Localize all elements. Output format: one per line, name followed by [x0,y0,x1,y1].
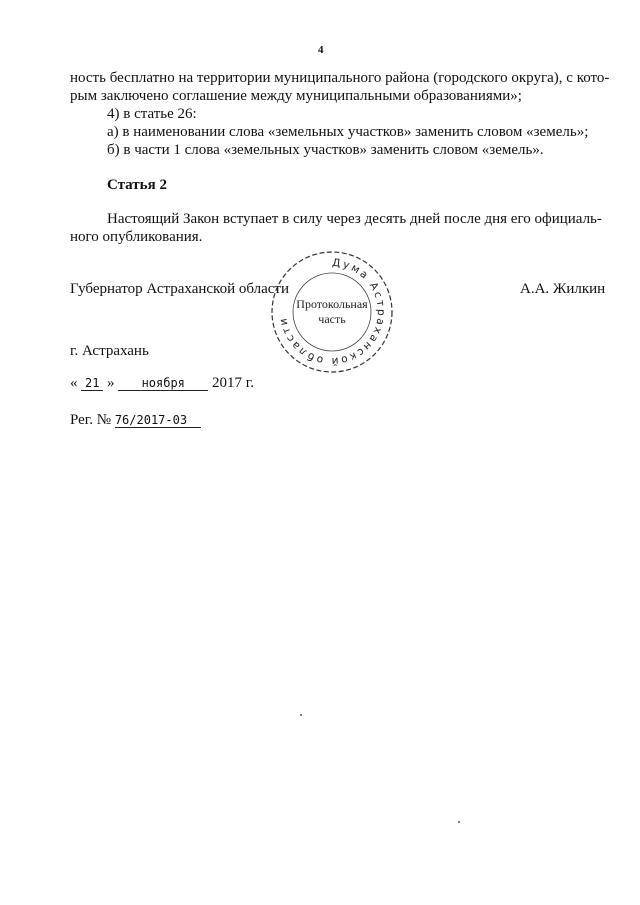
governor-name: А.А. Жилкин [520,281,606,297]
seal-ring-text: Дума Астраханской области [277,256,388,368]
scan-speck [458,821,460,823]
body-line-2: рым заключено соглашение между муниципальными образованиями»; [70,88,522,104]
article-heading: Статья 2 [107,177,167,193]
date-open-quote: « [70,375,78,391]
article-text-line-2: ного опубликования. [70,229,203,245]
place: г. Астрахань [70,343,149,359]
date-year: 2017 г. [212,375,254,391]
official-seal [268,248,396,376]
date-month: ноября [118,376,208,391]
registration [70,412,201,429]
date-close-quote: » [107,375,115,391]
list-item-b: б) в части 1 слова «земельных участков» заменить словом «земель». [107,142,544,158]
list-item-a: а) в наименовании слова «земельных участков» заменить словом «земель»; [107,124,589,140]
seal-center-line-2: часть [318,312,346,326]
governor-position: Губернатор Астраханской области [70,281,290,297]
article-text-line-1: Настоящий Закон вступает в силу через десять дней после дня его официаль- [107,211,602,227]
body-line-1: ность бесплатно на территории муниципального района (городского округа), с кото- [70,70,610,86]
seal-center-line-1: Протокольная [296,297,368,311]
page-number: 4 [318,44,324,56]
scan-speck [300,714,302,716]
registration-label: Рег. № [70,412,112,428]
registration-number: 76/2017-03 [115,413,201,428]
list-item-4: 4) в статье 26: [107,106,197,122]
date-day: 21 [81,376,103,391]
date-line [70,375,254,392]
